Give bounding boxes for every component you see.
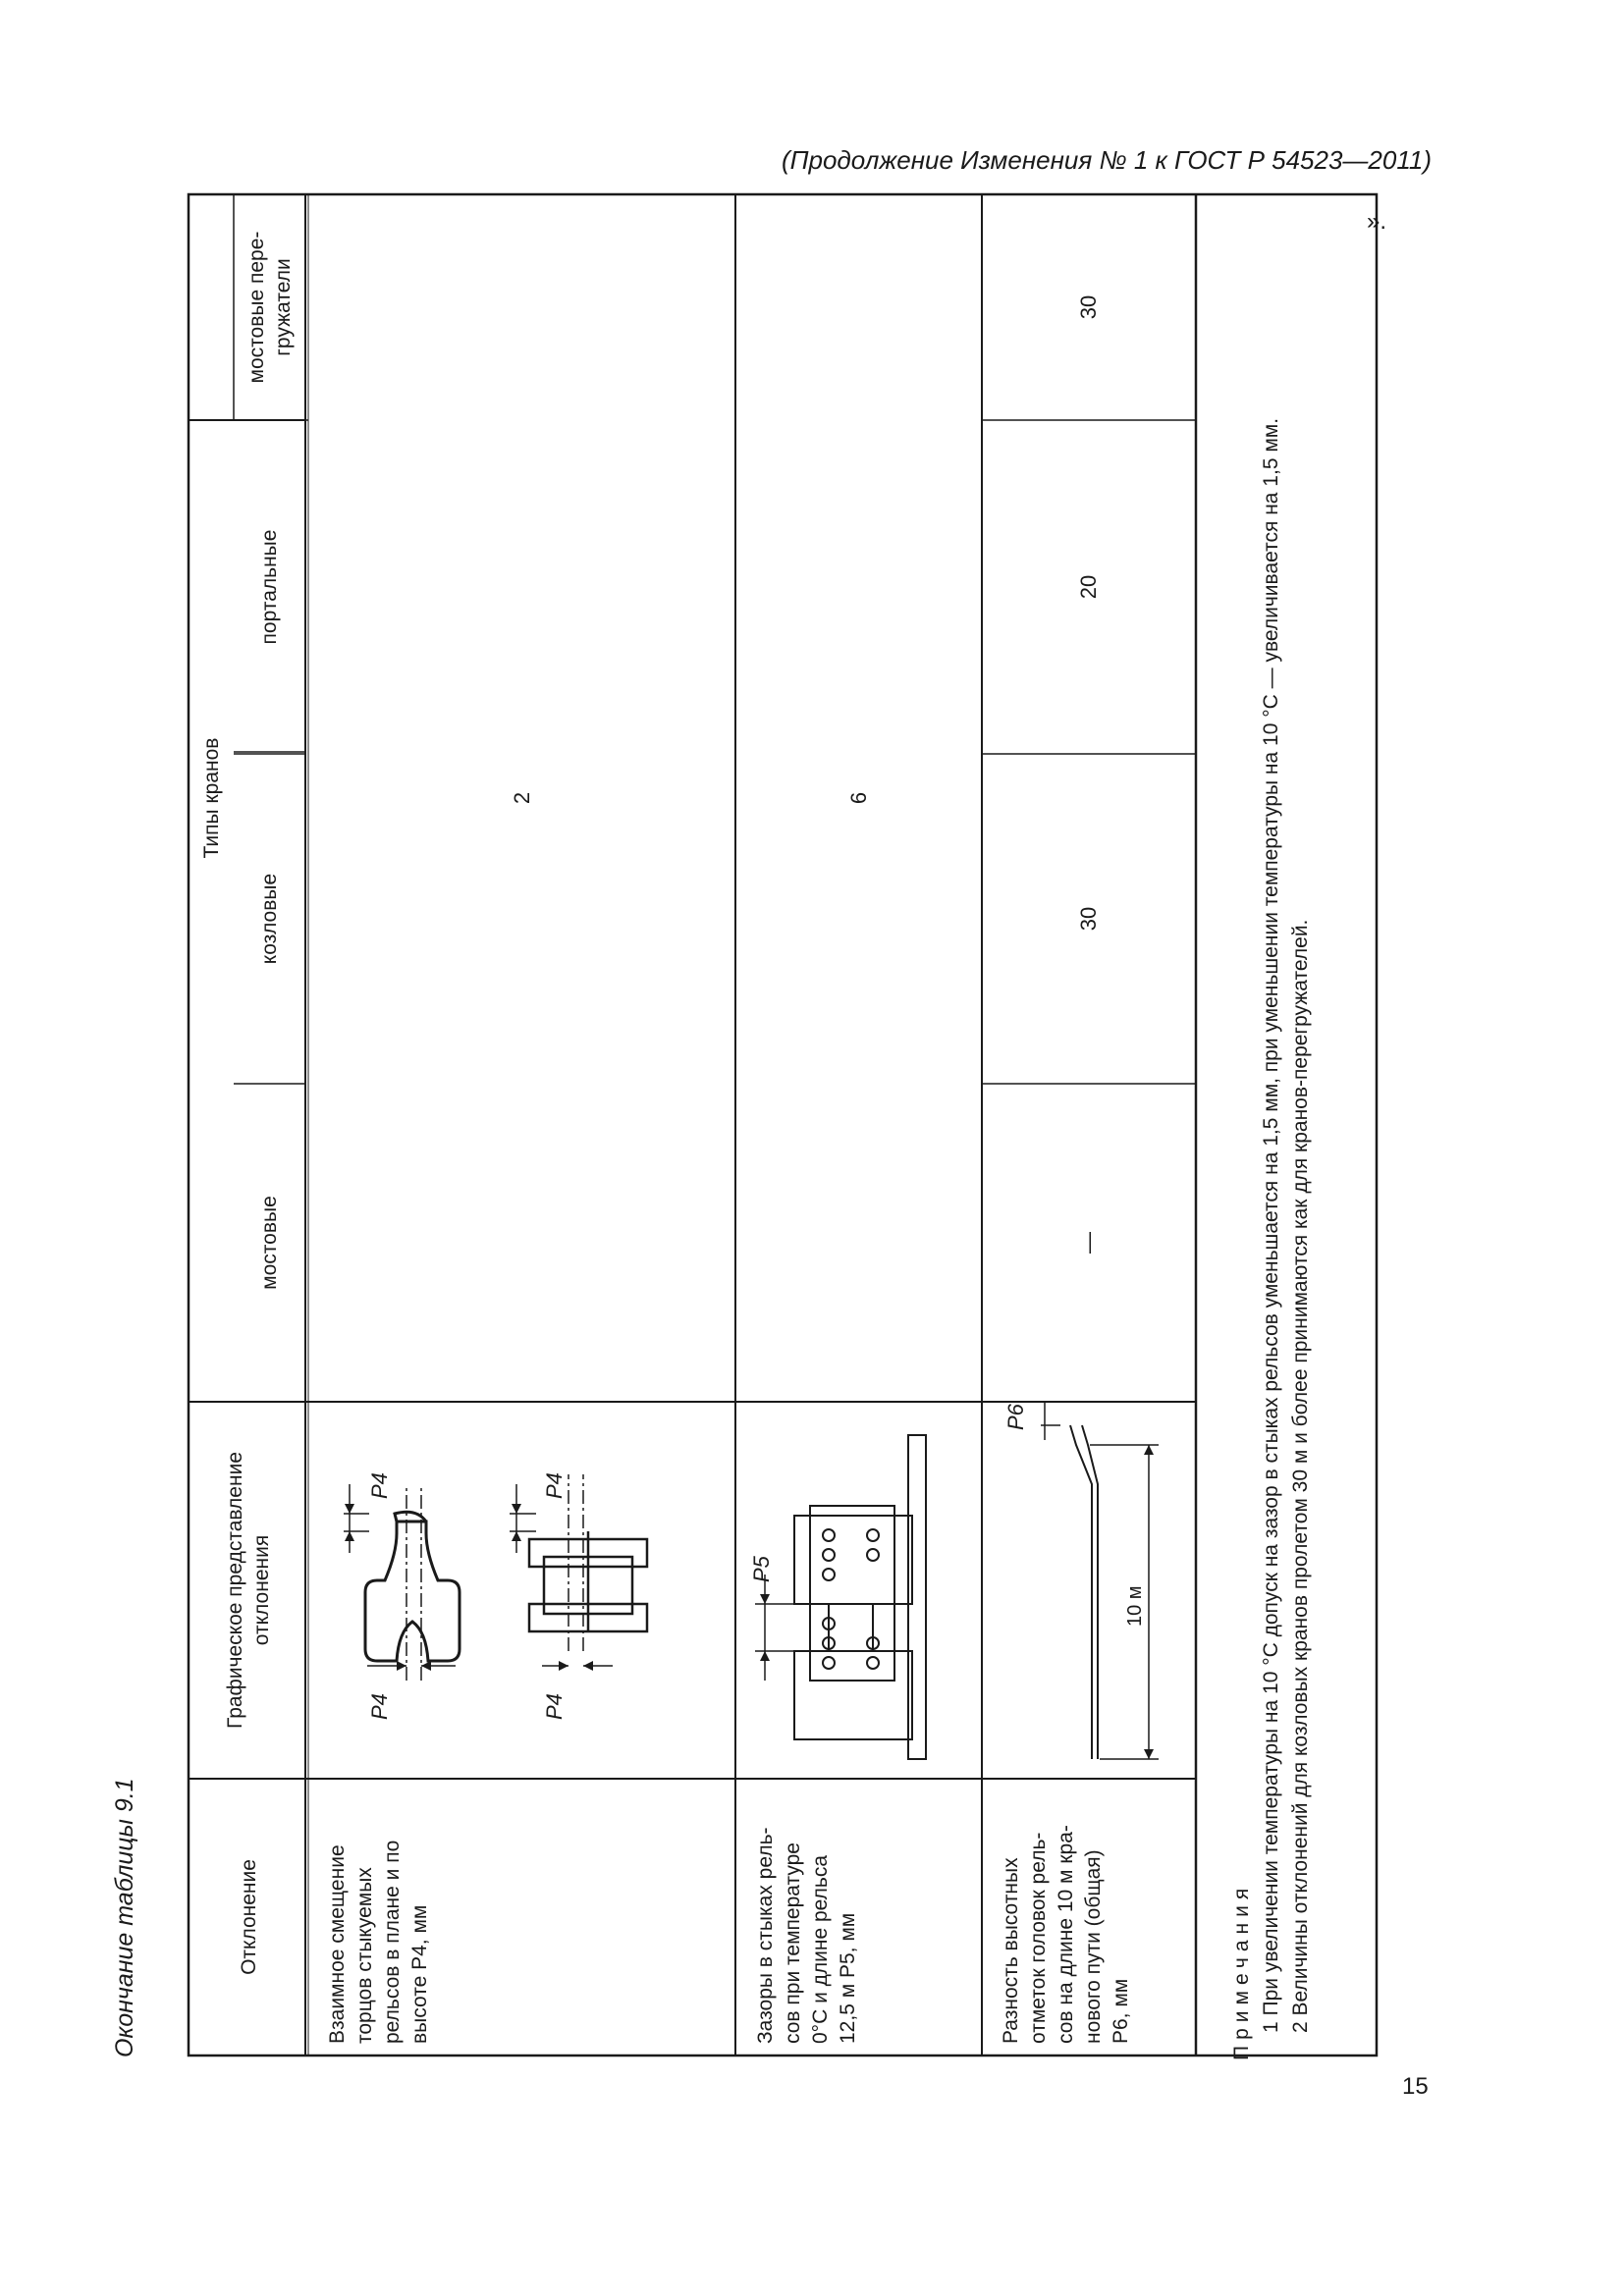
p6-label: P6 [1003, 1404, 1028, 1430]
p4-label-bottom: P4 [542, 1693, 567, 1720]
note-2: 2 Величины отклонений для козловых кранов пролетом 30 м и более принимаются как для кранов-перегружателей. [1289, 919, 1312, 2033]
document-header: (Продолжение Изменения № 1 к ГОСТ Р 54523—2011) [782, 145, 1432, 175]
notes-title: Примечания [1230, 1882, 1253, 2060]
row1-value: 2 [509, 791, 534, 805]
row3-value-bridge-reloader: 30 [1076, 294, 1101, 320]
closing-quote: ». [1367, 208, 1387, 235]
row3-value-gantry: 30 [1076, 906, 1101, 932]
table-notes [1227, 225, 1316, 2060]
header-graphic: Графическое представление отклонения [224, 1452, 273, 1729]
p4-label-top-right: P4 [367, 1472, 392, 1499]
length-10m-label: 10 м [1124, 1585, 1146, 1627]
p4-label-bottom-right: P4 [542, 1472, 567, 1499]
header-deviation: Отклонение [237, 1859, 260, 1975]
rail-height-figure [982, 1402, 1196, 1779]
note-1: 1 При увеличении температуры на 10 °С допуск на зазор в стыках рельсов уменьшается на 1,5 мм, при уменьшении температуры на 10 °С — увеличивается на 1,5 мм. [1260, 417, 1282, 2033]
page-number: 15 [1402, 2073, 1429, 2100]
header-type-gantry: козловые [258, 873, 281, 965]
row3-deviation: Разность высотных отметок головок рель- сов на длине 10 м кра- нового пути (общая) P6, мм [1000, 1825, 1132, 2044]
p4-label-top: P4 [367, 1693, 392, 1720]
row3-value-bridge: — [1076, 1232, 1101, 1254]
row3-value-portal: 20 [1076, 574, 1101, 600]
row2-value: 6 [845, 791, 871, 805]
header-type-bridge-reloader: мостовые пере-гружатели [244, 231, 295, 384]
table-caption: Окончание таблицы 9.1 [111, 1778, 138, 2057]
header-type-portal: портальные [258, 529, 281, 645]
p5-label: P5 [749, 1556, 774, 1582]
rail-gap-figure [735, 1402, 982, 1779]
header-crane-types: Типы кранов [199, 737, 223, 859]
header-type-bridge: мостовые [258, 1196, 281, 1290]
rail-offset-figure [308, 1402, 735, 1779]
row1-deviation: Взаимное смещение торцов стыкуемых рельсов в плане и по высоте P4, мм [326, 1840, 431, 2044]
row2-deviation: Зазоры в стыках рель- сов при температуре 0°С и длине рельса 12,5 м P5, мм [754, 1827, 859, 2044]
